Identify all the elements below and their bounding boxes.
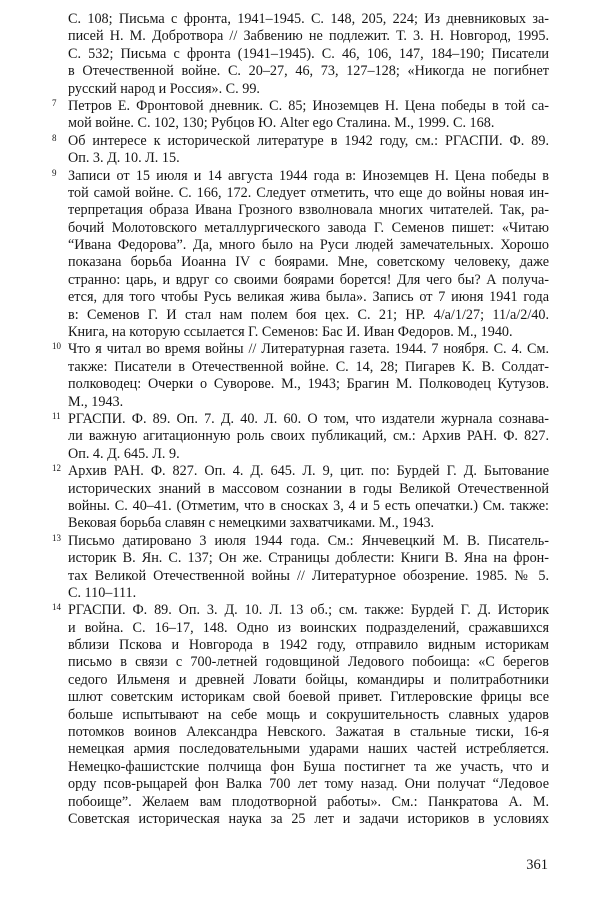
text-line: писей Н. М. Добротвора // Забвению не подлежит. Т. 3. Н. Новгород, 1995. (68, 28, 549, 45)
text-line: полководец: Очерки о Суворове. М., 1943; Брагин М. Полководец Кутузов. (68, 376, 549, 393)
text-line: ется, для того чтобы Русь великая жива была». Запись от 7 июня 1941 года (68, 289, 549, 306)
text-line: Книга, на которую ссылается Г. Семенов: Бас И. Иван Федоров. М., 1940. (68, 324, 513, 341)
footnote (52, 463, 549, 533)
text-line: Что я читал во время войны // Литературная газета. 1944. 7 ноября. С. 4. См. (68, 341, 549, 358)
text-line: терпретация образа Ивана Грозного взволновала многих читателей. Так, ра- (68, 202, 549, 219)
footnote (52, 533, 549, 603)
text-line: той самой войне. С. 166, 172. Следует отметить, что еще до войны новая ин- (68, 184, 549, 201)
text-line: С. 110–111. (68, 584, 137, 601)
text-line: в: Семенов Г. И стал нам полем боя цех. С. 21; НР. 4/а/1/27; 11/а/2/40. (68, 306, 549, 323)
footnote (52, 341, 549, 411)
footnote (52, 168, 549, 342)
text-line: историк В. Ян. С. 137; Он же. Страницы доблести: Книги В. Яна на фрон- (68, 550, 549, 567)
text-line: шлют советским историкам свой боевой привет. Гитлеровские фрицы все (68, 689, 549, 706)
footnote-number: 9 (52, 167, 57, 178)
text-line: письмо в связи с 700-летней годовщиной Ледового побоища: «С берегов (68, 654, 549, 671)
text-line: Вековая борьба славян с немецкими захватчиками. М., 1943. (68, 515, 435, 532)
footnote-number: 10 (52, 341, 61, 352)
text-line: Письмо датировано 3 июля 1944 года. См.: Янчевецкий М. В. Писатель- (68, 532, 549, 549)
footnote-number: 14 (52, 602, 61, 613)
text-line: также: Писатели в Отечественной войне. С. 14, 28; Пигарев К. В. Солдат- (68, 358, 549, 375)
footnote-number: 7 (52, 97, 57, 108)
text-line: русский народ и Россия». С. 99. (68, 80, 260, 97)
text-line: Петров Е. Фронтовой дневник. С. 85; Иноземцев Н. Цена победы в той са- (68, 97, 549, 114)
text-line: Оп. 3. Д. 10. Л. 15. (68, 150, 180, 167)
footnotes (52, 11, 549, 828)
text-line: тах Великой Отечественной войны // Литературное обозрение. 1985. № 5. (68, 567, 549, 584)
text-line: в Отечественной войне. С. 20–27, 46, 73, 127–128; «Никогда не погибнет (68, 63, 549, 80)
text-line: вблизи Пскова и Новгорода в 1942 году, отправило видным историкам (68, 637, 549, 654)
page-number: 361 (526, 857, 548, 873)
text-line: “Ивана Федорова”. Да, много было на Руси людей замечательных. Хорошо (68, 237, 549, 254)
footnote (52, 11, 549, 98)
text-line: Немецко-фашистские полчища фон Буша постигнет та же участь, что и (68, 758, 549, 775)
footnote (52, 411, 549, 463)
text-line: побоище”. Желаем вам плодотворной работы». См.: Панкратова А. М. (68, 793, 549, 810)
text-line: показана борьба Иоанна IV с боярами. Мне, советскому человеку, даже (68, 254, 549, 271)
text-line: С. 532; Письма с фронта (1941–1945). С. 46, 106, 147, 184–190; Писатели (68, 45, 549, 62)
text-line: седого Ильменя и древней Ловати бойцы, командиры и политработники (68, 671, 549, 688)
text-line: РГАСПИ. Ф. 89. Оп. 3. Д. 10. Л. 13 об.; см. также: Бурдей Г. Д. Историк (68, 602, 549, 619)
text-line: орду псов-рыцарей фон Валка 700 лет тому назад. Они получат “Ледовое (68, 776, 549, 793)
text-line: странно: царь, и вдруг со своими боярами борется! Для чего бы? А получа- (68, 271, 549, 288)
text-line: войны. С. 40–41. (Отметим, что в сносках 3, 4 и 5 есть опечатки.) См. также: (68, 497, 549, 514)
footnote-number: 13 (52, 532, 61, 543)
text-line: потомков воинов Александра Невского. Зажатая в стальные тиски, 16-я (68, 724, 549, 741)
footnote (52, 98, 549, 133)
text-line: ли важную агитационную роль своих публикаций, см.: Архив РАН. Ф. 827. (68, 428, 549, 445)
text-line: и война. С. 16–17, 148. Одно из воинских подразделений, сражавшихся (68, 619, 549, 636)
footnote-number: 12 (52, 463, 61, 474)
footnote (52, 602, 549, 828)
text-line: исторических знаний в массовом сознании в годы Великой Отечественной (68, 480, 549, 497)
text-line: мой войне. С. 102, 130; Рубцов Ю. Alter ego Сталина. М., 1999. С. 168. (68, 115, 495, 132)
footnote-number: 11 (52, 410, 61, 421)
footnote (52, 133, 549, 168)
text-line: Записи от 15 июля и 14 августа 1944 года в: Иноземцев Н. Цена победы в (68, 167, 549, 184)
text-line: бочий Молотовского металлургического завода Г. Семенов пишет: «Читаю (68, 219, 549, 236)
text-line: немецкая армия последовательными ударами наших частей истребляется. (68, 741, 549, 758)
text-line: Архив РАН. Ф. 827. Оп. 4. Д. 645. Л. 9, цит. по: Бурдей Г. Д. Бытование (68, 463, 549, 480)
text-line: РГАСПИ. Ф. 89. Оп. 7. Д. 40. Л. 60. О том, что издатели журнала сознава- (68, 410, 549, 427)
text-line: Советская историческая наука за 25 лет и задачи историков в условиях (68, 810, 549, 827)
text-line: М., 1943. (68, 393, 124, 410)
text-line: больше испытывают на себе мощь и сокрушительность славных ударов (68, 706, 549, 723)
footnote-number: 8 (52, 132, 57, 143)
text-line: С. 108; Письма с фронта, 1941–1945. С. 148, 205, 224; Из дневниковых за- (68, 11, 549, 27)
text-line: Оп. 4. Д. 645. Л. 9. (68, 445, 180, 462)
text-line: Об интересе к исторической литературе в 1942 году, см.: РГАСПИ. Ф. 89. (68, 132, 549, 149)
